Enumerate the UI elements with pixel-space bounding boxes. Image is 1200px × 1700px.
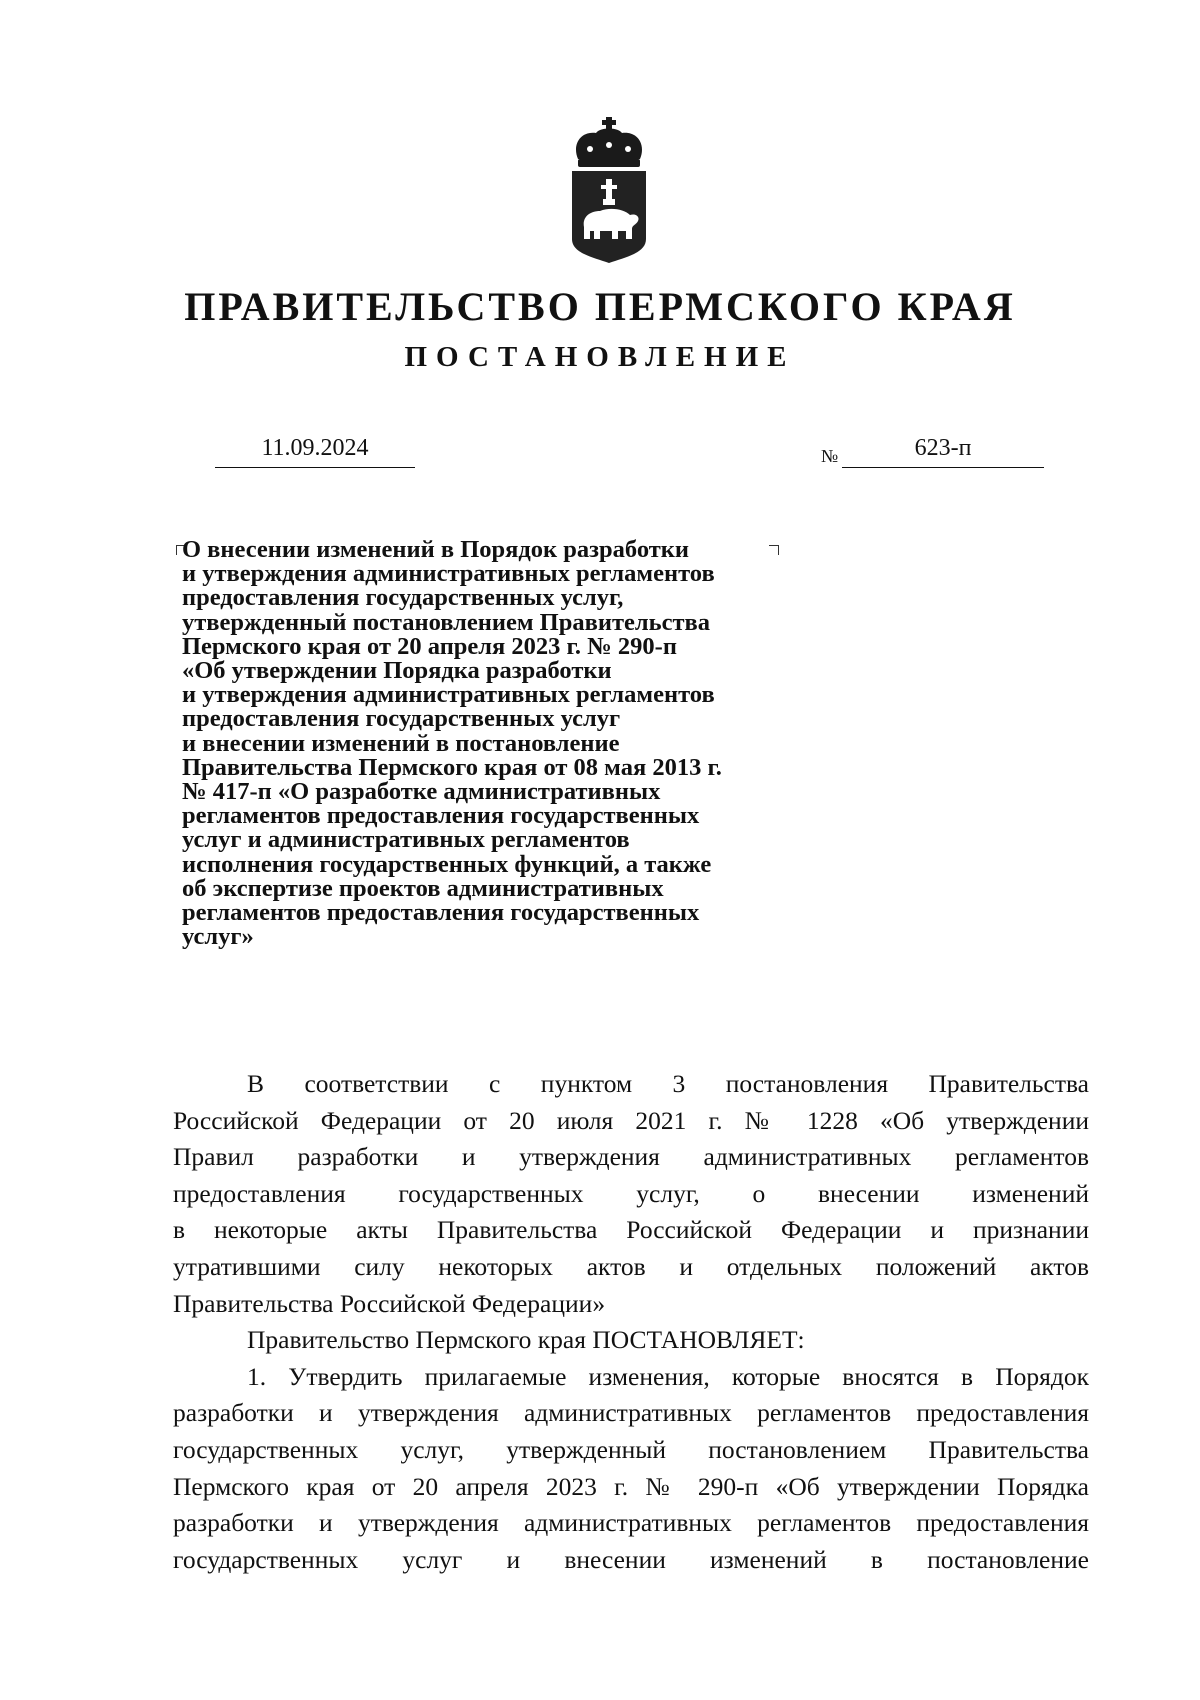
subject-line: и внесении изменений в постановление bbox=[182, 729, 620, 757]
document-date: 11.09.2024 bbox=[261, 435, 369, 461]
body-line: разработки и утверждения административных регламентов предоставления bbox=[173, 1508, 1089, 1538]
subject-line: предоставления государственных услуг, bbox=[182, 584, 624, 612]
subject-line: «Об утверждении Порядка разработки bbox=[182, 657, 612, 685]
document-date-field bbox=[215, 433, 415, 468]
subject-line: об экспертизе проектов административных bbox=[182, 874, 664, 902]
subject-line: регламентов предоставления государственных bbox=[182, 899, 700, 927]
document-subject bbox=[182, 538, 822, 949]
document-body bbox=[173, 1066, 1089, 1578]
body-line: в некоторые акты Правительства Российской Федерации и признании bbox=[173, 1215, 1089, 1245]
perm-krai-coat-of-arms-icon bbox=[566, 115, 652, 265]
subject-line: предоставления государственных услуг bbox=[182, 705, 621, 733]
subject-line: услуг и административных регламентов bbox=[182, 826, 630, 854]
body-line: Правил разработки и утверждения административных регламентов bbox=[173, 1142, 1089, 1172]
body-line: государственных услуг, утвержденный постановлением Правительства bbox=[173, 1434, 1089, 1464]
body-line: В соответствии с пунктом 3 постановления Правительства bbox=[247, 1069, 1089, 1098]
document-number-field bbox=[842, 433, 1044, 468]
subject-line: и утверждения административных регламентов bbox=[182, 560, 715, 588]
subject-line: О внесении изменений в Порядок разработки bbox=[182, 536, 690, 563]
body-line: государственных услуг и внесении изменений в постановление bbox=[173, 1544, 1089, 1574]
body-line: разработки и утверждения административных регламентов предоставления bbox=[173, 1398, 1089, 1428]
body-line: Российской Федерации от 20 июля 2021 г. № 1228 «Об утверждении bbox=[173, 1105, 1089, 1135]
subject-line: Правительства Пермского края от 08 мая 2013 г. bbox=[182, 753, 722, 781]
body-line: Правительства Российской Федерации» bbox=[173, 1288, 606, 1318]
body-line: Пермского края от 20 апреля 2023 г. № 290-п «Об утверждении Порядка bbox=[173, 1471, 1089, 1501]
government-name: ПРАВИТЕЛЬСТВО ПЕРМСКОГО КРАЯ bbox=[184, 284, 1016, 329]
subject-line: регламентов предоставления государственных bbox=[182, 802, 700, 830]
subject-line: и утверждения административных регламентов bbox=[182, 681, 715, 709]
subject-line: № 417-п «О разработке административных bbox=[182, 778, 661, 806]
body-line: Правительство Пермского края ПОСТАНОВЛЯЕТ: bbox=[247, 1325, 805, 1355]
subject-line: исполнения государственных функций, а также bbox=[182, 850, 712, 878]
body-line: утратившими силу некоторых актов и отдельных положений актов bbox=[173, 1251, 1089, 1281]
body-line: 1. Утвердить прилагаемые изменения, которые вносятся в Порядок bbox=[247, 1361, 1089, 1391]
crown-icon bbox=[576, 117, 642, 167]
subject-line: утвержденный постановлением Правительства bbox=[182, 608, 710, 636]
document-number: 623-п bbox=[914, 435, 972, 461]
subject-line: услуг» bbox=[182, 923, 254, 951]
document-type: ПОСТАНОВЛЕНИЕ bbox=[404, 341, 796, 373]
subject-line: Пермского края от 20 апреля 2023 г. № 290-п bbox=[182, 632, 677, 660]
body-line: предоставления государственных услуг, о внесении изменений bbox=[173, 1178, 1089, 1208]
number-sign: № bbox=[821, 446, 839, 466]
